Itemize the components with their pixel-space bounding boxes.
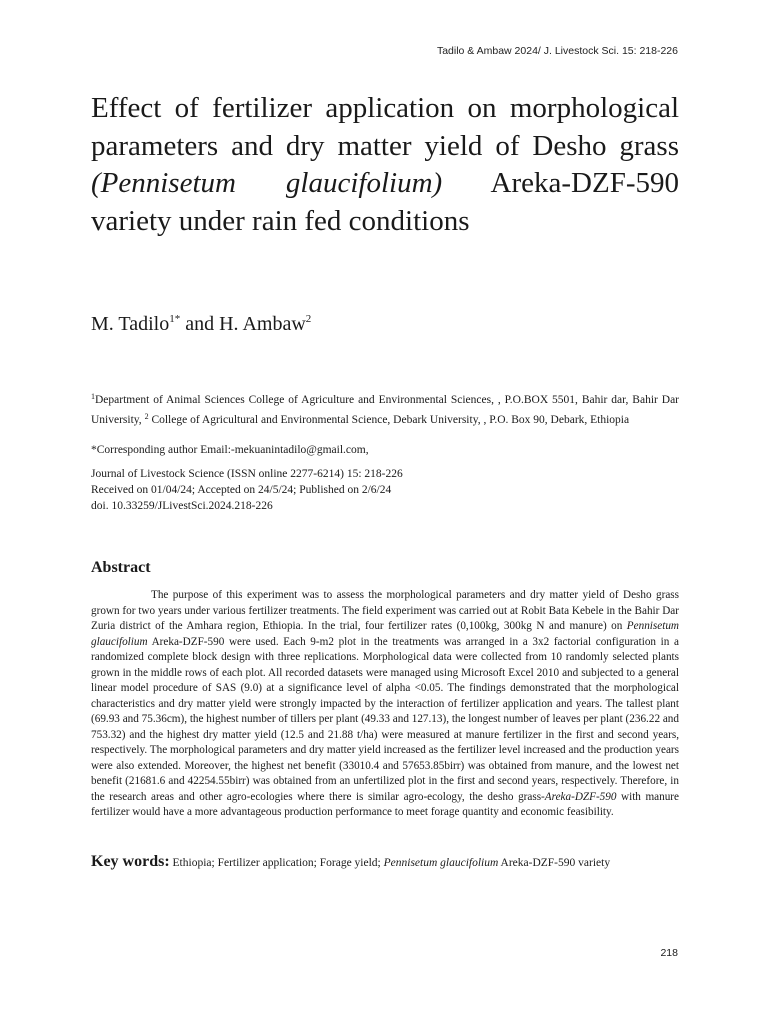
journal-info: Journal of Livestock Science (ISSN online 2277-6214) 15: 218-226 — [91, 468, 403, 480]
keywords-species: Pennisetum glaucifolium — [383, 857, 499, 869]
abstract-body — [91, 588, 679, 821]
abstract-species: Pennisetum glaucifolium — [91, 620, 679, 648]
author-1: M. Tadilo — [91, 313, 170, 335]
publication-dates: Received on 01/04/24; Accepted on 24/5/24; Published on 2/6/24 — [91, 484, 392, 496]
keywords-label: Key words: — [91, 853, 170, 870]
affiliations — [91, 389, 679, 428]
author-2: and H. Ambaw — [180, 313, 306, 335]
abstract-heading: Abstract — [91, 559, 151, 576]
running-head: Tadilo & Ambaw 2024/ J. Livestock Sci. 15: 218-226 — [436, 45, 678, 57]
journal-meta — [91, 466, 403, 514]
keywords-text-a: Ethiopia; Fertilizer application; Forage yield; — [169, 857, 384, 869]
title-part-2: Areka-DZF-590 variety under rain fed conditions — [91, 167, 679, 237]
title-part-1: Effect of fertilizer application on morphological parameters and dry matter yield of Desho grass — [91, 92, 679, 162]
keywords — [91, 853, 610, 871]
abstract-text-b: Areka-DZF-590 were used. Each 9-m2 plot in the treatments was arranged in a 3x2 factorial configuration in a randomized complete block design with three replications. Morphological data were collected from 10 randomly selected plants grown in the middle rows of each plot. All recorded datasets were managed using Microsoft Excel 2010 and subjected to a general linear model procedure of SAS (9.0) at a significance level of alpha <0.05. The findings demonstrated that the morphological characteristics and dry matter yield were strongly impacted by the interaction of fertilizer application and years. The tallest plant (69.93 and 75.36cm), the highest number of tillers per plant (49.33 and 127.13), the longest number of leaves per plant (236.22 and 753.32) and the highest dry matter yield (12.5 and 21.88 t/ha) were measured at manure fertilizer in the first and second years, respectively. The morphological parameters and dry matter yield increased as the fertilizer level increased and the production years were also extended. Moreover, the highest net benefit (33010.4 and 57653.85birr) was obtained from manure, and the lowest net benefit (21681.6 and 42254.55birr) was obtained from an unfertilized plot in the first and second years, respectively. Therefore, in the research areas and other agro-ecologies where there is similar agro-ecology, the desho grass- — [91, 635, 679, 803]
corresponding-author: *Corresponding author Email:-mekuanintadilo@gmail.com, — [91, 444, 369, 456]
affiliation-1: Department of Animal Sciences College of Agriculture and Environmental Sciences, , P.O.BOX 5501, Bahir dar, Bahir Dar University, — [91, 394, 679, 426]
keywords-text-b: Areka-DZF-590 variety — [498, 857, 611, 869]
affiliation-2-sup: 2 — [144, 411, 149, 421]
abstract-text-a: The purpose of this experiment was to assess the morphological parameters and dry matter yield of Desho grass grown for two years under various fertilizer treatments. The field experiment was carried out at Robit Bata Kebele in the Bahir Dar Zuria district of the Amhara region, Ethiopia. In the trial, four fertilizer rates (0,100kg, 300kg N and manure) on — [91, 589, 679, 632]
abstract-text-c: with manure fertilizer would have a more advantageous production performance to meet forage quantity and economic feasibility. — [91, 790, 679, 818]
affiliation-1-sup: 1 — [91, 392, 95, 401]
author-line — [91, 313, 311, 336]
page-number: 218 — [660, 947, 678, 959]
paper-title — [91, 90, 679, 240]
doi: doi. 10.33259/JLivestSci.2024.218-226 — [91, 500, 273, 512]
affiliation-2: College of Agricultural and Environmental Science, Debark University, , P.O. Box 90, Debark, Ethiopia — [148, 413, 630, 426]
abstract-variety: Areka-DZF-590 — [544, 790, 617, 803]
author-1-sup: 1* — [169, 313, 181, 325]
author-2-sup: 2 — [305, 313, 312, 325]
title-species: (Pennisetum glaucifolium) — [91, 167, 443, 199]
